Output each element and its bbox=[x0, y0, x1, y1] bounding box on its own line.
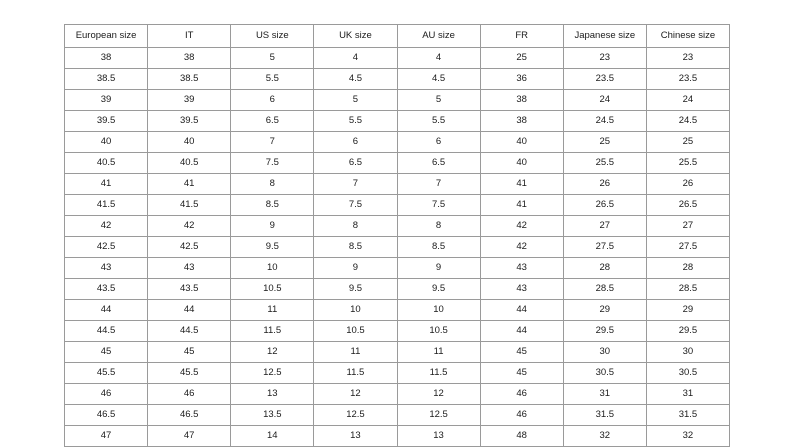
table-body bbox=[65, 48, 730, 447]
table-cell: 40 bbox=[480, 153, 563, 174]
table-cell: 42.5 bbox=[65, 237, 148, 258]
table-cell: 46 bbox=[480, 384, 563, 405]
table-cell: 14 bbox=[231, 426, 314, 447]
table-cell: 11 bbox=[231, 300, 314, 321]
table-cell: 29 bbox=[646, 300, 729, 321]
table-row bbox=[65, 195, 730, 216]
table-cell: 6.5 bbox=[397, 153, 480, 174]
table-cell: 10 bbox=[397, 300, 480, 321]
table-cell: 38.5 bbox=[148, 69, 231, 90]
table-cell: 25.5 bbox=[563, 153, 646, 174]
table-cell: 40.5 bbox=[65, 153, 148, 174]
table-cell: 23 bbox=[563, 48, 646, 69]
table-cell: 32 bbox=[563, 426, 646, 447]
table-cell: 40.5 bbox=[148, 153, 231, 174]
table-cell: 12.5 bbox=[314, 405, 397, 426]
table-cell: 29 bbox=[563, 300, 646, 321]
table-cell: 42 bbox=[480, 216, 563, 237]
table-cell: 24 bbox=[563, 90, 646, 111]
table-cell: 39 bbox=[65, 90, 148, 111]
table-cell: 13 bbox=[314, 426, 397, 447]
table-row bbox=[65, 342, 730, 363]
table-cell: 6 bbox=[314, 132, 397, 153]
table-cell: 41.5 bbox=[148, 195, 231, 216]
table-cell: 13.5 bbox=[231, 405, 314, 426]
column-header: European size bbox=[65, 25, 148, 48]
table-cell: 46 bbox=[480, 405, 563, 426]
table-cell: 41 bbox=[480, 195, 563, 216]
table-cell: 11.5 bbox=[314, 363, 397, 384]
table-cell: 28.5 bbox=[563, 279, 646, 300]
table-cell: 27.5 bbox=[563, 237, 646, 258]
table-row bbox=[65, 153, 730, 174]
table-cell: 41 bbox=[148, 174, 231, 195]
table-cell: 7.5 bbox=[314, 195, 397, 216]
table-cell: 44.5 bbox=[65, 321, 148, 342]
table-cell: 6 bbox=[231, 90, 314, 111]
table-cell: 39 bbox=[148, 90, 231, 111]
table-cell: 10 bbox=[231, 258, 314, 279]
table-row bbox=[65, 90, 730, 111]
table-header-row bbox=[65, 25, 730, 48]
table-cell: 46.5 bbox=[65, 405, 148, 426]
table-cell: 30.5 bbox=[563, 363, 646, 384]
table-row bbox=[65, 426, 730, 447]
table-cell: 11 bbox=[314, 342, 397, 363]
table-cell: 43 bbox=[480, 258, 563, 279]
table-cell: 27 bbox=[563, 216, 646, 237]
table-row bbox=[65, 258, 730, 279]
table-cell: 4.5 bbox=[397, 69, 480, 90]
table-cell: 25 bbox=[563, 132, 646, 153]
table-cell: 8.5 bbox=[397, 237, 480, 258]
table-cell: 26 bbox=[646, 174, 729, 195]
size-conversion-table bbox=[64, 24, 730, 447]
table-cell: 24.5 bbox=[563, 111, 646, 132]
table-cell: 12.5 bbox=[231, 363, 314, 384]
column-header: AU size bbox=[397, 25, 480, 48]
table-cell: 26.5 bbox=[563, 195, 646, 216]
table-row bbox=[65, 384, 730, 405]
table-cell: 5.5 bbox=[397, 111, 480, 132]
table-cell: 40 bbox=[65, 132, 148, 153]
table-cell: 27 bbox=[646, 216, 729, 237]
table-cell: 43 bbox=[480, 279, 563, 300]
table-cell: 38 bbox=[480, 90, 563, 111]
table-cell: 44.5 bbox=[148, 321, 231, 342]
table-cell: 45 bbox=[65, 342, 148, 363]
table-cell: 26 bbox=[563, 174, 646, 195]
table-cell: 38.5 bbox=[65, 69, 148, 90]
table-cell: 9 bbox=[231, 216, 314, 237]
table-cell: 7.5 bbox=[231, 153, 314, 174]
table-cell: 4.5 bbox=[314, 69, 397, 90]
table-cell: 5 bbox=[397, 90, 480, 111]
table-cell: 6.5 bbox=[314, 153, 397, 174]
table-cell: 30 bbox=[646, 342, 729, 363]
table-cell: 38 bbox=[65, 48, 148, 69]
table-cell: 40 bbox=[148, 132, 231, 153]
table-row bbox=[65, 237, 730, 258]
table-row bbox=[65, 111, 730, 132]
table-cell: 46 bbox=[148, 384, 231, 405]
table-cell: 42 bbox=[65, 216, 148, 237]
table-cell: 27.5 bbox=[646, 237, 729, 258]
table-cell: 8.5 bbox=[231, 195, 314, 216]
table-cell: 42 bbox=[480, 237, 563, 258]
table-cell: 9 bbox=[314, 258, 397, 279]
table-cell: 47 bbox=[65, 426, 148, 447]
table-cell: 39.5 bbox=[148, 111, 231, 132]
table-cell: 11.5 bbox=[231, 321, 314, 342]
table-cell: 4 bbox=[397, 48, 480, 69]
table-cell: 47 bbox=[148, 426, 231, 447]
size-conversion-table-wrapper bbox=[64, 24, 730, 447]
table-cell: 8.5 bbox=[314, 237, 397, 258]
table-row bbox=[65, 69, 730, 90]
table-cell: 23 bbox=[646, 48, 729, 69]
table-cell: 41.5 bbox=[65, 195, 148, 216]
table-cell: 5.5 bbox=[231, 69, 314, 90]
table-cell: 11.5 bbox=[397, 363, 480, 384]
table-cell: 45.5 bbox=[65, 363, 148, 384]
table-header bbox=[65, 25, 730, 48]
table-cell: 42 bbox=[148, 216, 231, 237]
table-cell: 9.5 bbox=[397, 279, 480, 300]
table-cell: 5 bbox=[314, 90, 397, 111]
table-cell: 26.5 bbox=[646, 195, 729, 216]
table-row bbox=[65, 216, 730, 237]
table-cell: 4 bbox=[314, 48, 397, 69]
table-cell: 7 bbox=[397, 174, 480, 195]
table-cell: 23.5 bbox=[563, 69, 646, 90]
table-cell: 44 bbox=[480, 321, 563, 342]
table-cell: 39.5 bbox=[65, 111, 148, 132]
table-cell: 24.5 bbox=[646, 111, 729, 132]
table-cell: 31 bbox=[646, 384, 729, 405]
column-header: FR bbox=[480, 25, 563, 48]
table-cell: 46.5 bbox=[148, 405, 231, 426]
table-cell: 41 bbox=[480, 174, 563, 195]
table-cell: 12.5 bbox=[397, 405, 480, 426]
table-cell: 6.5 bbox=[231, 111, 314, 132]
column-header: Chinese size bbox=[646, 25, 729, 48]
table-row bbox=[65, 321, 730, 342]
table-cell: 38 bbox=[148, 48, 231, 69]
table-cell: 43 bbox=[148, 258, 231, 279]
table-cell: 32 bbox=[646, 426, 729, 447]
table-cell: 8 bbox=[231, 174, 314, 195]
table-cell: 7.5 bbox=[397, 195, 480, 216]
table-cell: 42.5 bbox=[148, 237, 231, 258]
table-cell: 5.5 bbox=[314, 111, 397, 132]
table-cell: 44 bbox=[65, 300, 148, 321]
table-row bbox=[65, 174, 730, 195]
table-row bbox=[65, 363, 730, 384]
table-row bbox=[65, 300, 730, 321]
table-cell: 44 bbox=[148, 300, 231, 321]
table-cell: 13 bbox=[231, 384, 314, 405]
table-cell: 40 bbox=[480, 132, 563, 153]
table-cell: 10.5 bbox=[397, 321, 480, 342]
table-cell: 28.5 bbox=[646, 279, 729, 300]
table-cell: 25 bbox=[480, 48, 563, 69]
table-cell: 30 bbox=[563, 342, 646, 363]
column-header: UK size bbox=[314, 25, 397, 48]
table-cell: 24 bbox=[646, 90, 729, 111]
table-cell: 31.5 bbox=[646, 405, 729, 426]
table-cell: 11 bbox=[397, 342, 480, 363]
table-cell: 9 bbox=[397, 258, 480, 279]
table-cell: 31 bbox=[563, 384, 646, 405]
table-cell: 28 bbox=[646, 258, 729, 279]
table-cell: 43.5 bbox=[148, 279, 231, 300]
table-cell: 38 bbox=[480, 111, 563, 132]
table-cell: 41 bbox=[65, 174, 148, 195]
table-cell: 8 bbox=[397, 216, 480, 237]
table-cell: 9.5 bbox=[231, 237, 314, 258]
table-cell: 45 bbox=[480, 363, 563, 384]
table-cell: 30.5 bbox=[646, 363, 729, 384]
table-cell: 36 bbox=[480, 69, 563, 90]
table-cell: 46 bbox=[65, 384, 148, 405]
table-cell: 10.5 bbox=[231, 279, 314, 300]
table-cell: 31.5 bbox=[563, 405, 646, 426]
table-cell: 29.5 bbox=[646, 321, 729, 342]
table-cell: 7 bbox=[231, 132, 314, 153]
table-row bbox=[65, 48, 730, 69]
table-cell: 12 bbox=[314, 384, 397, 405]
table-cell: 12 bbox=[397, 384, 480, 405]
table-cell: 45.5 bbox=[148, 363, 231, 384]
table-cell: 10 bbox=[314, 300, 397, 321]
table-cell: 13 bbox=[397, 426, 480, 447]
table-cell: 28 bbox=[563, 258, 646, 279]
table-cell: 5 bbox=[231, 48, 314, 69]
table-cell: 23.5 bbox=[646, 69, 729, 90]
table-cell: 44 bbox=[480, 300, 563, 321]
table-row bbox=[65, 279, 730, 300]
column-header: Japanese size bbox=[563, 25, 646, 48]
table-cell: 25.5 bbox=[646, 153, 729, 174]
column-header: US size bbox=[231, 25, 314, 48]
table-cell: 10.5 bbox=[314, 321, 397, 342]
table-cell: 29.5 bbox=[563, 321, 646, 342]
table-cell: 45 bbox=[148, 342, 231, 363]
table-row bbox=[65, 405, 730, 426]
column-header: IT bbox=[148, 25, 231, 48]
table-cell: 45 bbox=[480, 342, 563, 363]
table-cell: 12 bbox=[231, 342, 314, 363]
table-cell: 43.5 bbox=[65, 279, 148, 300]
table-cell: 43 bbox=[65, 258, 148, 279]
table-row bbox=[65, 132, 730, 153]
table-cell: 6 bbox=[397, 132, 480, 153]
table-cell: 9.5 bbox=[314, 279, 397, 300]
table-cell: 48 bbox=[480, 426, 563, 447]
table-cell: 7 bbox=[314, 174, 397, 195]
table-cell: 8 bbox=[314, 216, 397, 237]
table-cell: 25 bbox=[646, 132, 729, 153]
